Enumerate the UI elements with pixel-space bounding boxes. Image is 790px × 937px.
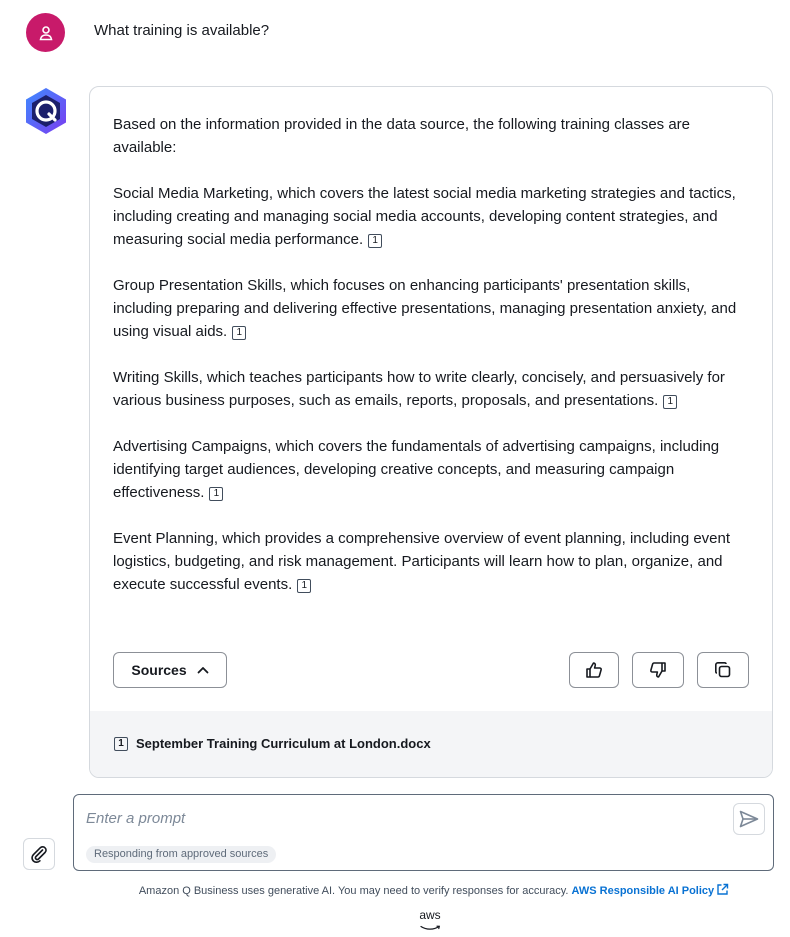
sources-panel xyxy=(90,711,772,778)
copy-button[interactable] xyxy=(697,652,749,688)
citation-badge[interactable]: 1 xyxy=(232,326,246,340)
paragraph-text: Social Media Marketing, which covers the latest social media marketing strategies and tactics, including creating and managing social media accounts, developing content strategies, and measuring social media performance. xyxy=(113,185,736,248)
aws-logo-text: aws xyxy=(419,908,441,922)
paragraph-text: Group Presentation Skills, which focuses on enhancing participants' presentation skills, including preparing and delivering effective presentations, managing presentation anxiety, and using visual aids. xyxy=(113,277,737,340)
copy-icon xyxy=(714,661,732,679)
disclaimer-text: Amazon Q Business uses generative AI. You may need to verify responses for accuracy. xyxy=(138,885,569,897)
amazon-q-logo-icon xyxy=(22,86,70,136)
disclaimer xyxy=(0,883,790,897)
aws-smile-icon xyxy=(419,925,441,931)
source-index-badge: 1 xyxy=(114,737,128,751)
paragraph-text: Advertising Campaigns, which covers the fundamentals of advertising campaigns, including identifying target audiences, developing creative concepts, and measuring campaign effectiveness. xyxy=(113,438,720,501)
paperclip-icon xyxy=(30,845,48,863)
answer-paragraph xyxy=(113,527,753,596)
send-icon xyxy=(739,810,759,828)
mode-badge: Responding from approved sources xyxy=(86,846,276,863)
external-link-icon xyxy=(716,883,729,896)
answer-paragraph xyxy=(113,435,753,504)
thumbs-up-icon xyxy=(585,661,603,679)
citation-badge[interactable]: 1 xyxy=(209,487,223,501)
answer-intro: Based on the information provided in the data source, the following training classes are available: xyxy=(113,116,691,156)
thumbs-down-icon xyxy=(649,661,667,679)
citation-badge[interactable]: 1 xyxy=(663,395,677,409)
sources-toggle-button[interactable] xyxy=(113,652,227,688)
aws-logo xyxy=(417,909,443,931)
answer-card xyxy=(89,86,773,778)
chevron-up-icon xyxy=(197,666,209,674)
attach-file-button[interactable] xyxy=(23,838,55,870)
paragraph-text: Writing Skills, which teaches participants how to write clearly, concisely, and persuasively for various business purposes, such as emails, reports, proposals, and presentations. xyxy=(113,369,725,409)
answer-body xyxy=(113,113,753,619)
thumbs-up-button[interactable] xyxy=(569,652,619,688)
source-item[interactable] xyxy=(114,736,431,751)
user-avatar xyxy=(26,13,65,52)
answer-paragraph xyxy=(113,366,753,412)
answer-paragraph xyxy=(113,274,753,343)
prompt-input[interactable] xyxy=(86,807,686,829)
thumbs-down-button[interactable] xyxy=(632,652,684,688)
user-icon xyxy=(38,25,54,41)
citation-badge[interactable]: 1 xyxy=(297,579,311,593)
policy-link[interactable] xyxy=(572,885,730,897)
source-name: September Training Curriculum at London.docx xyxy=(136,736,431,751)
paragraph-text: Event Planning, which provides a comprehensive overview of event planning, including event logistics, budgeting, and risk management. Participants will learn how to plan, organize, and execute successful events. xyxy=(113,530,731,593)
citation-badge[interactable]: 1 xyxy=(368,234,382,248)
user-message: What training is available? xyxy=(94,22,270,39)
prompt-box xyxy=(73,794,774,871)
send-button[interactable] xyxy=(733,803,765,835)
answer-paragraph xyxy=(113,182,753,251)
sources-label: Sources xyxy=(131,662,187,678)
policy-link-label: AWS Responsible AI Policy xyxy=(571,885,715,897)
